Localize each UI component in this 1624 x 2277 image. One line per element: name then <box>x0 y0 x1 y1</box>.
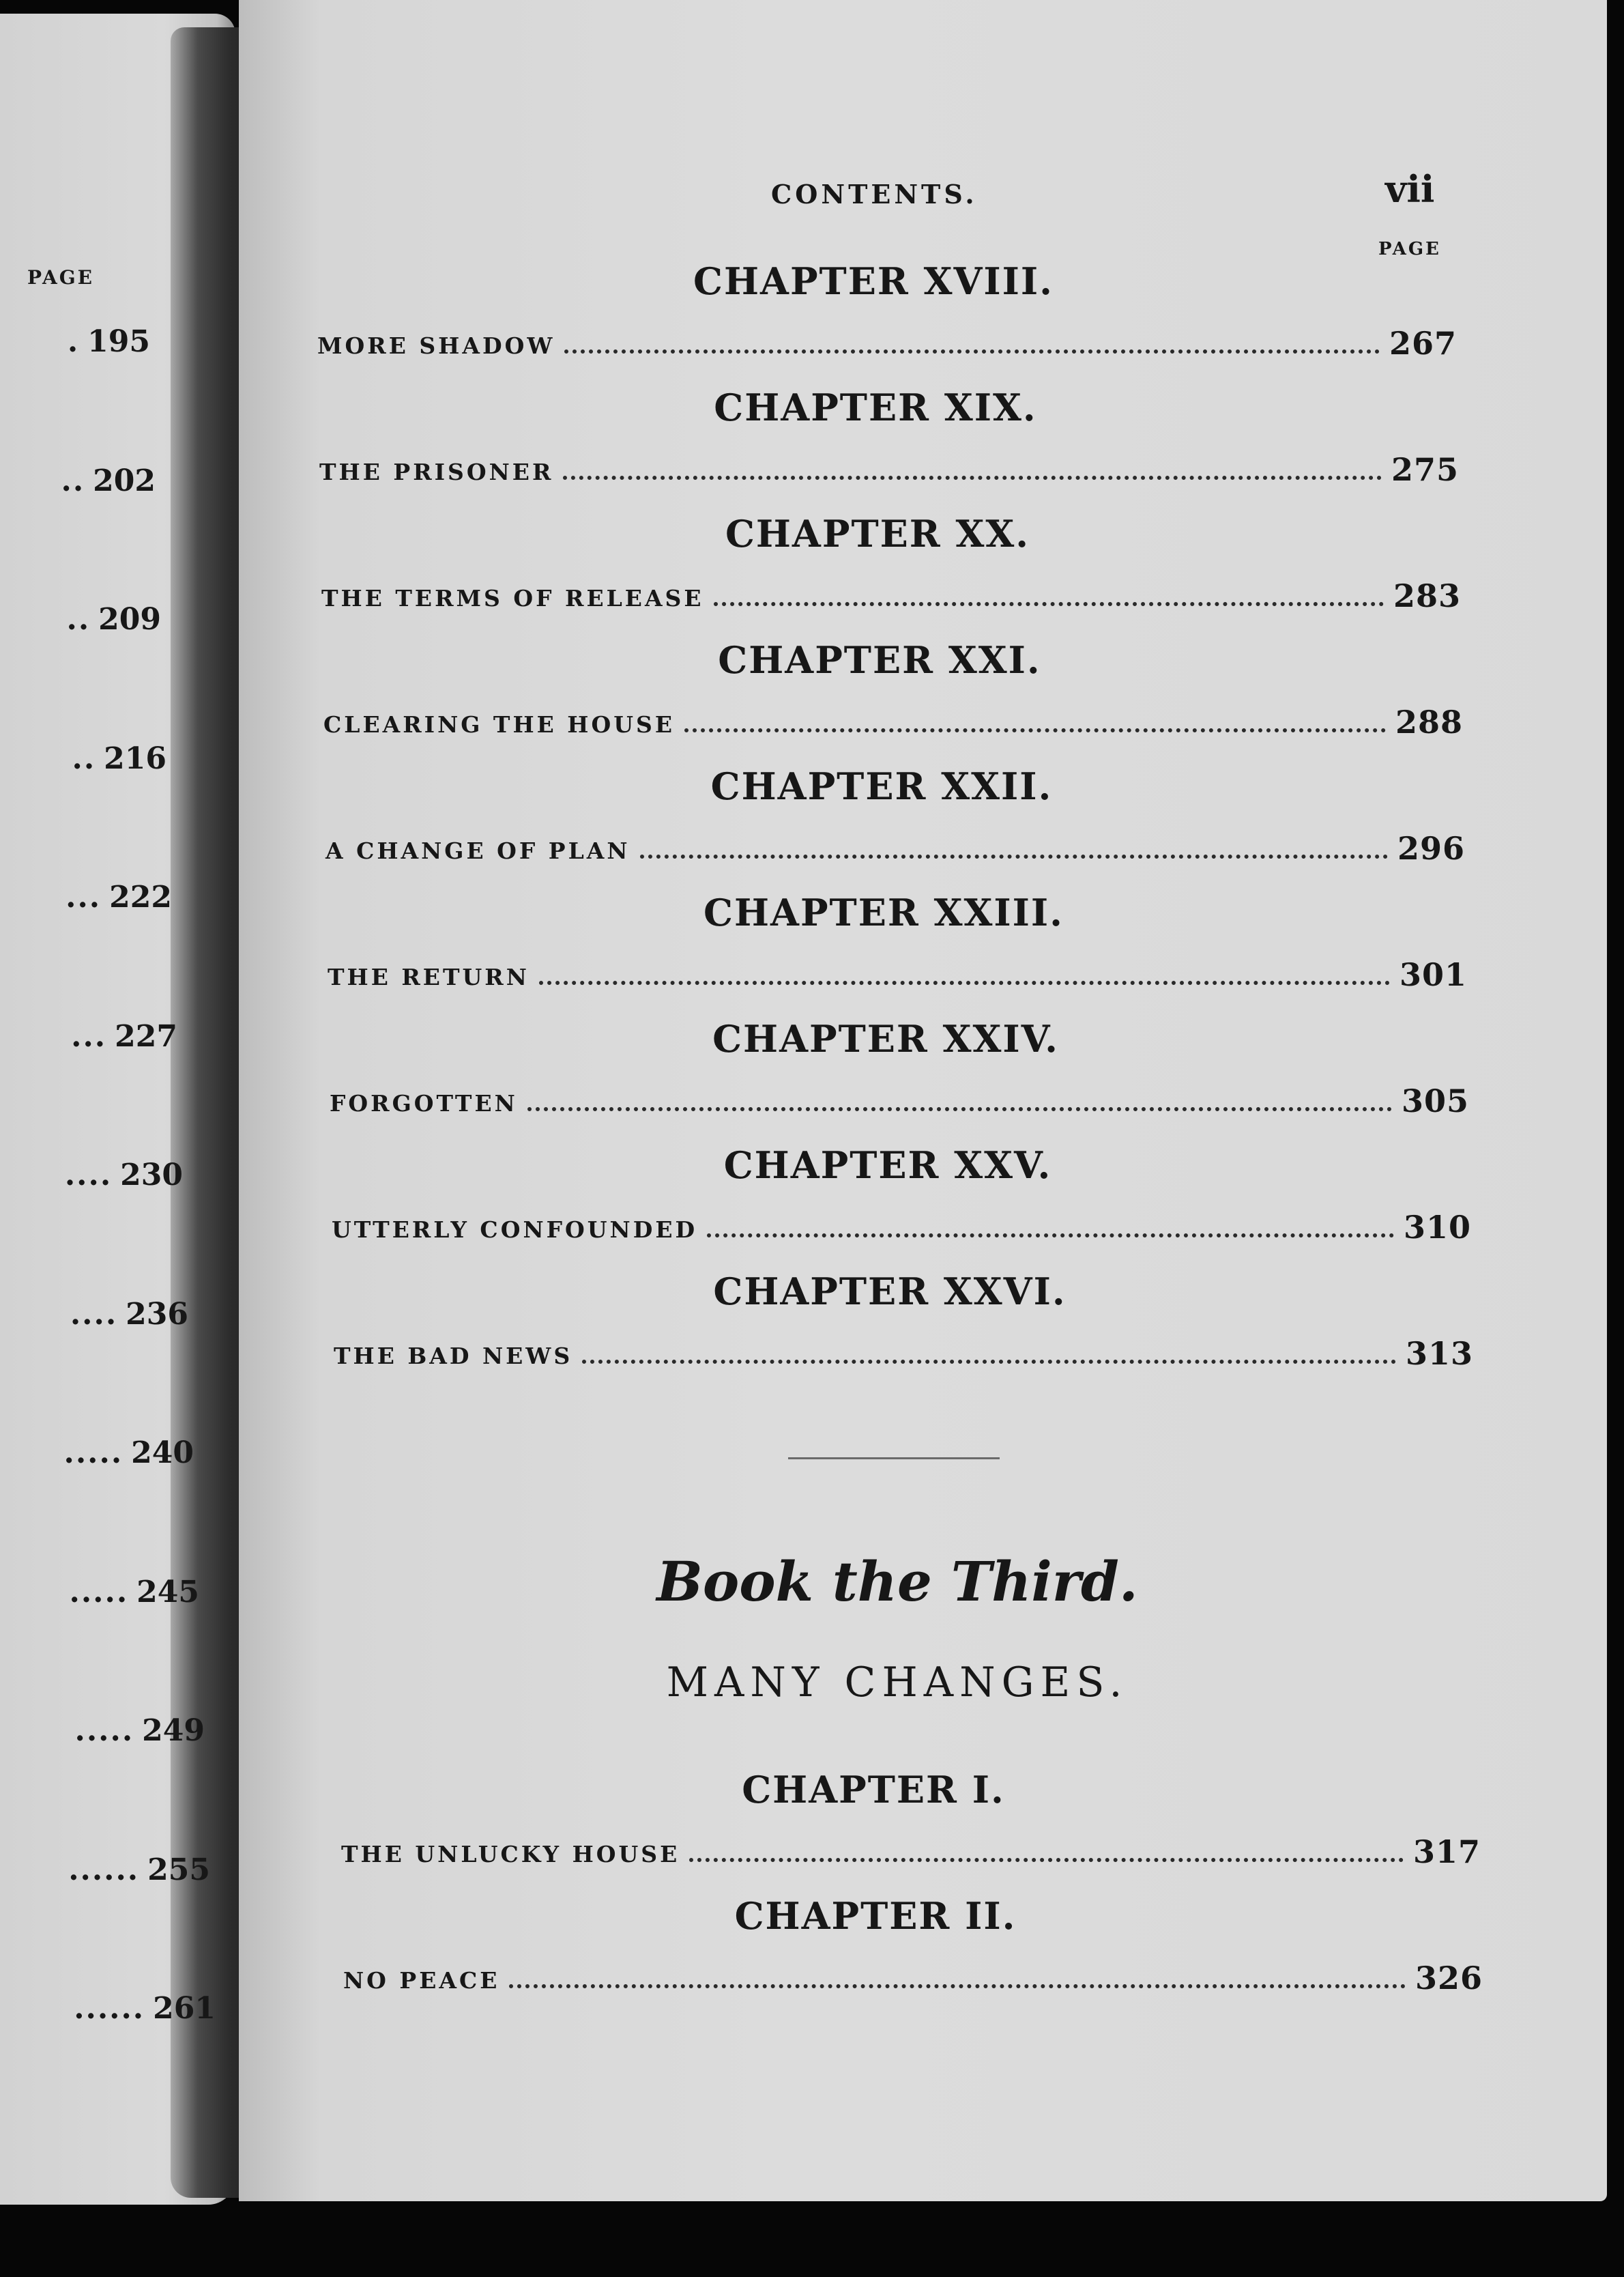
page-number: 296 <box>1397 830 1465 867</box>
leader-dots <box>707 1233 1394 1237</box>
toc-entry <box>341 1829 1481 1870</box>
leader-dots: ... <box>66 880 102 915</box>
chapter-title: MORE SHADOW <box>317 332 555 359</box>
toc-entry <box>319 447 1459 488</box>
chapter-heading: CHAPTER XXIII. <box>704 891 1064 934</box>
page-number: 283 <box>1393 577 1461 614</box>
toc-entry <box>334 1331 1473 1372</box>
chapter-heading: CHAPTER I. <box>742 1768 1005 1811</box>
page-number: 255 <box>147 1852 210 1887</box>
page-number: 267 <box>1389 325 1457 362</box>
page-folio: vii <box>1385 167 1435 211</box>
leader-dots <box>684 728 1386 732</box>
chapter-heading: CHAPTER XXI. <box>718 638 1041 682</box>
page-number: 275 <box>1391 451 1459 488</box>
leader-dots <box>689 1857 1404 1862</box>
left-page-entry <box>0 741 166 782</box>
page-number: 305 <box>1401 1083 1469 1119</box>
chapter-heading: CHAPTER XX. <box>725 512 1030 556</box>
left-page-entry <box>0 463 156 504</box>
leader-dots: ..... <box>74 1713 134 1748</box>
chapter-heading: CHAPTER XXIV. <box>712 1017 1059 1061</box>
chapter-heading: CHAPTER XXV. <box>723 1143 1052 1187</box>
page-number: 245 <box>136 1574 199 1609</box>
leader-dots: ... <box>71 1018 107 1054</box>
toc-entry <box>325 826 1465 867</box>
chapter-heading: CHAPTER II. <box>734 1894 1017 1938</box>
leader-dots: ...... <box>68 1852 140 1887</box>
page-number: 216 <box>104 741 166 776</box>
page-number: 240 <box>131 1435 194 1470</box>
left-page-entry <box>0 1713 205 1754</box>
leader-dots <box>564 349 1380 354</box>
leader-dots <box>563 475 1382 480</box>
toc-entry <box>321 573 1461 614</box>
left-page-entry <box>0 1297 188 1338</box>
chapter-title: CLEARING THE HOUSE <box>323 711 675 738</box>
running-head: CONTENTS. <box>771 179 978 210</box>
left-page-entry <box>0 602 161 643</box>
left-page-entry <box>0 324 150 365</box>
toc-entry <box>343 1956 1483 1996</box>
chapter-title: THE UNLUCKY HOUSE <box>341 1841 680 1867</box>
chapter-title: THE RETURN <box>328 964 530 990</box>
left-page-entry <box>0 1435 194 1476</box>
right-page-label: PAGE <box>1378 239 1441 259</box>
toc-entry <box>317 321 1457 362</box>
page-number: 209 <box>98 602 161 637</box>
leader-dots: .. <box>61 463 85 498</box>
leader-dots <box>509 1984 1406 1988</box>
left-page-entry <box>0 1575 199 1616</box>
leader-dots <box>582 1359 1396 1364</box>
left-page-entry <box>0 1852 210 1893</box>
chapter-title: NO PEACE <box>343 1967 500 1994</box>
leader-dots <box>640 854 1388 859</box>
chapter-title: A CHANGE OF PLAN <box>325 837 630 864</box>
chapter-heading: CHAPTER XXVI. <box>713 1270 1067 1313</box>
page-number: 249 <box>142 1713 205 1748</box>
left-page-entry <box>0 1158 183 1199</box>
leader-dots: ..... <box>63 1435 124 1470</box>
toc-entry <box>323 700 1463 741</box>
leader-dots <box>527 1106 1392 1111</box>
page-number: 313 <box>1405 1335 1473 1372</box>
page-number: 222 <box>109 880 172 915</box>
page-number: 230 <box>120 1158 183 1192</box>
leader-dots: .. <box>72 741 96 776</box>
chapter-title: THE PRISONER <box>319 459 554 485</box>
leader-dots <box>539 980 1390 985</box>
toc-entry <box>328 952 1467 993</box>
chapter-heading: CHAPTER XVIII. <box>693 259 1054 303</box>
chapter-title: UTTERLY CONFOUNDED <box>332 1216 698 1243</box>
page-number: 261 <box>153 1991 216 2026</box>
page-number: 236 <box>126 1296 188 1332</box>
left-page-entry <box>0 1991 216 2032</box>
page-number: 301 <box>1399 956 1467 993</box>
leader-dots: .... <box>70 1296 118 1332</box>
chapter-title: FORGOTTEN <box>330 1090 518 1117</box>
chapter-title: THE TERMS OF RELEASE <box>321 585 704 612</box>
page-number: 202 <box>93 463 156 498</box>
page-number: 310 <box>1403 1209 1471 1246</box>
page-number: 317 <box>1412 1833 1481 1870</box>
leader-dots: .. <box>66 602 91 637</box>
chapter-heading: CHAPTER XXII. <box>710 764 1053 808</box>
leader-dots: . <box>67 324 80 359</box>
section-divider <box>788 1457 1000 1459</box>
leader-dots: .... <box>64 1158 113 1192</box>
toc-entry <box>332 1205 1471 1246</box>
page-number: 227 <box>115 1018 177 1054</box>
leader-dots <box>714 601 1384 606</box>
leader-dots: ..... <box>69 1574 129 1609</box>
left-page-label: PAGE <box>27 266 94 289</box>
page-number: 195 <box>87 324 150 359</box>
left-page-entry <box>0 1019 177 1060</box>
left-page-entry <box>0 880 172 921</box>
toc-entry <box>330 1078 1469 1119</box>
page-number: 288 <box>1395 704 1463 741</box>
leader-dots: ...... <box>74 1991 145 2026</box>
chapter-heading: CHAPTER XIX. <box>714 386 1037 429</box>
book-title: Book the Third. <box>656 1549 1138 1614</box>
page-number: 326 <box>1415 1960 1483 1996</box>
book-subtitle: MANY CHANGES. <box>666 1659 1129 1706</box>
chapter-title: THE BAD NEWS <box>334 1343 573 1369</box>
